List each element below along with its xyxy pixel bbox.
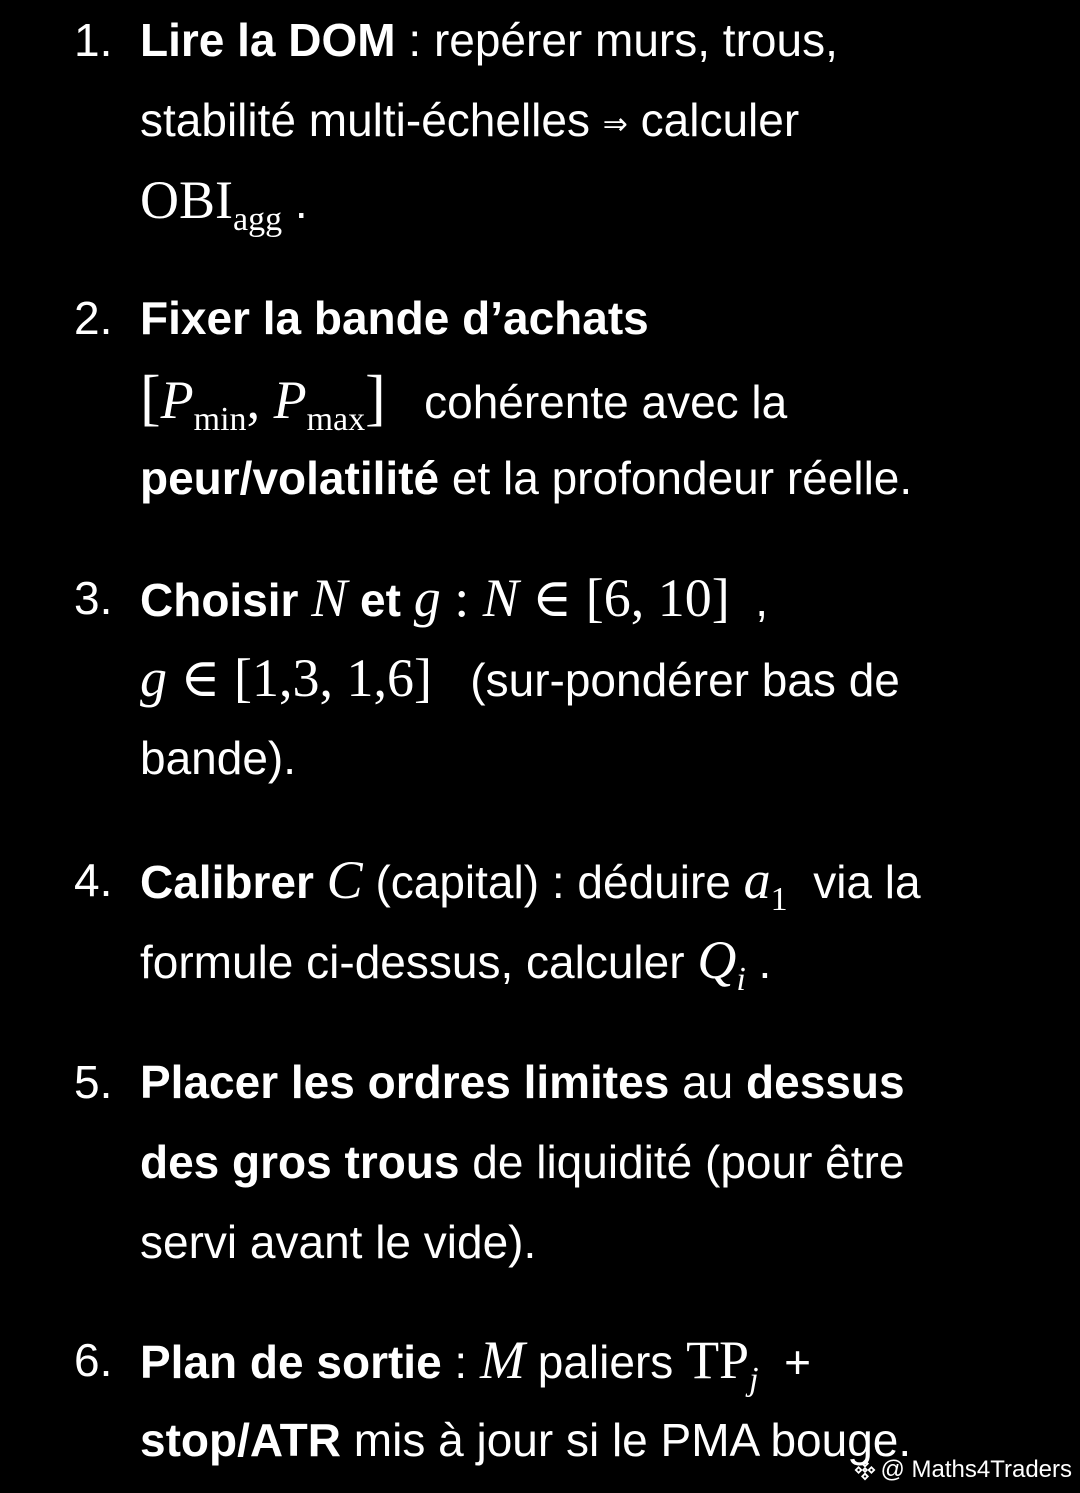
math-bracket: ] bbox=[365, 364, 386, 432]
step-number: 4. bbox=[74, 854, 113, 906]
math-variable: a bbox=[743, 850, 771, 910]
step-title: Plan de sortie bbox=[140, 1336, 442, 1388]
step-title: Lire la DOM bbox=[140, 14, 396, 66]
step-text: bande). bbox=[140, 732, 297, 784]
step-bold: et bbox=[347, 574, 414, 626]
step-text: (capital) : déduire bbox=[362, 856, 744, 908]
math-subscript: 1 bbox=[770, 881, 788, 918]
step-text: paliers bbox=[524, 1336, 687, 1388]
step-title: Choisir bbox=[140, 574, 312, 626]
step-line bbox=[140, 0, 1040, 80]
step-bold: stop/ATR bbox=[140, 1414, 342, 1466]
step-line bbox=[140, 358, 1040, 438]
step-text: et la profondeur réelle. bbox=[439, 452, 913, 504]
math-variable: P bbox=[160, 370, 194, 430]
step-text: calculer bbox=[627, 94, 800, 146]
math-subscript: j bbox=[749, 1361, 759, 1398]
step-text: . bbox=[282, 176, 308, 228]
step-line bbox=[140, 278, 1040, 358]
step-line bbox=[140, 920, 1040, 1000]
step-body bbox=[140, 558, 1040, 798]
math-variable: Q bbox=[697, 930, 737, 990]
math-tp: TP bbox=[686, 1330, 750, 1390]
math-comma: , bbox=[246, 370, 274, 430]
math-formula bbox=[140, 170, 283, 238]
math-subscript: agg bbox=[233, 201, 283, 238]
step-text: servi avant le vide). bbox=[140, 1216, 537, 1268]
step-number: 2. bbox=[74, 292, 113, 344]
math-formula bbox=[140, 364, 386, 438]
math-variable: P bbox=[273, 370, 307, 430]
math-subscript: i bbox=[736, 961, 746, 998]
math-interval: [1,3, 1,6] bbox=[233, 648, 432, 708]
step-bold: des gros trous bbox=[140, 1136, 460, 1188]
math-formula bbox=[697, 930, 746, 998]
step-text: + bbox=[758, 1336, 811, 1388]
math-subscript: max bbox=[306, 401, 366, 438]
step-text: : bbox=[441, 1336, 480, 1388]
step-number: 1. bbox=[74, 14, 113, 66]
step-line bbox=[140, 438, 1040, 518]
math-formula bbox=[743, 850, 788, 918]
step-body bbox=[140, 0, 1040, 240]
math-element-of: ∈ bbox=[518, 568, 586, 628]
step-text: , bbox=[729, 574, 769, 626]
step-title: Calibrer bbox=[140, 856, 327, 908]
math-variable: M bbox=[480, 1330, 525, 1390]
step-text: de liquidité (pour être bbox=[459, 1136, 905, 1188]
step-line bbox=[140, 80, 1040, 160]
step-body bbox=[140, 278, 1040, 518]
math-element-of: ∈ bbox=[167, 648, 234, 708]
math-variable: N bbox=[311, 568, 348, 628]
step-text: (sur-pondérer bas de bbox=[431, 654, 900, 706]
step-line bbox=[140, 160, 1040, 240]
step-line bbox=[140, 558, 1040, 638]
step-line bbox=[140, 718, 1040, 798]
implies-arrow-icon: ⇒ bbox=[602, 107, 628, 142]
step-text: stabilité multi-échelles bbox=[140, 94, 603, 146]
math-variable: g bbox=[413, 568, 441, 628]
step-line bbox=[140, 1042, 1040, 1122]
step-line bbox=[140, 638, 1040, 718]
watermark-text: @ Maths4Traders bbox=[880, 1456, 1072, 1483]
step-line bbox=[140, 1122, 1040, 1202]
step-number: 3. bbox=[74, 572, 113, 624]
step-title: Placer les ordres limites bbox=[140, 1056, 670, 1108]
step-text: via la bbox=[787, 856, 921, 908]
math-formula bbox=[686, 1330, 759, 1398]
step-bold: peur/volatilité bbox=[140, 452, 440, 504]
step-bold: dessus bbox=[746, 1056, 905, 1108]
math-variable: C bbox=[326, 850, 363, 910]
diamond-logo-icon bbox=[854, 1459, 876, 1481]
step-number: 5. bbox=[74, 1056, 113, 1108]
step-line bbox=[140, 840, 1040, 920]
step-text: : repérer murs, trous, bbox=[395, 14, 838, 66]
math-bracket: [ bbox=[140, 364, 161, 432]
step-line bbox=[140, 1320, 1040, 1400]
math-obi: OBI bbox=[140, 170, 233, 230]
math-subscript: min bbox=[193, 401, 247, 438]
math-variable: N bbox=[482, 568, 519, 628]
step-text: mis à jour si le PMA bouge. bbox=[341, 1414, 912, 1466]
math-interval: [6, 10] bbox=[585, 568, 730, 628]
step-body bbox=[140, 1042, 1040, 1282]
watermark bbox=[854, 1455, 1072, 1485]
step-title: Fixer la bande d’achats bbox=[140, 292, 649, 344]
step-number: 6. bbox=[74, 1334, 113, 1386]
step-text: . bbox=[745, 936, 772, 988]
step-body bbox=[140, 840, 1040, 1000]
step-line bbox=[140, 1202, 1040, 1282]
math-colon: : bbox=[440, 568, 483, 628]
step-text: formule ci-dessus, calculer bbox=[140, 936, 698, 988]
step-text: au bbox=[669, 1056, 747, 1108]
step-text: cohérente avec la bbox=[385, 376, 788, 428]
math-variable: g bbox=[140, 648, 167, 708]
